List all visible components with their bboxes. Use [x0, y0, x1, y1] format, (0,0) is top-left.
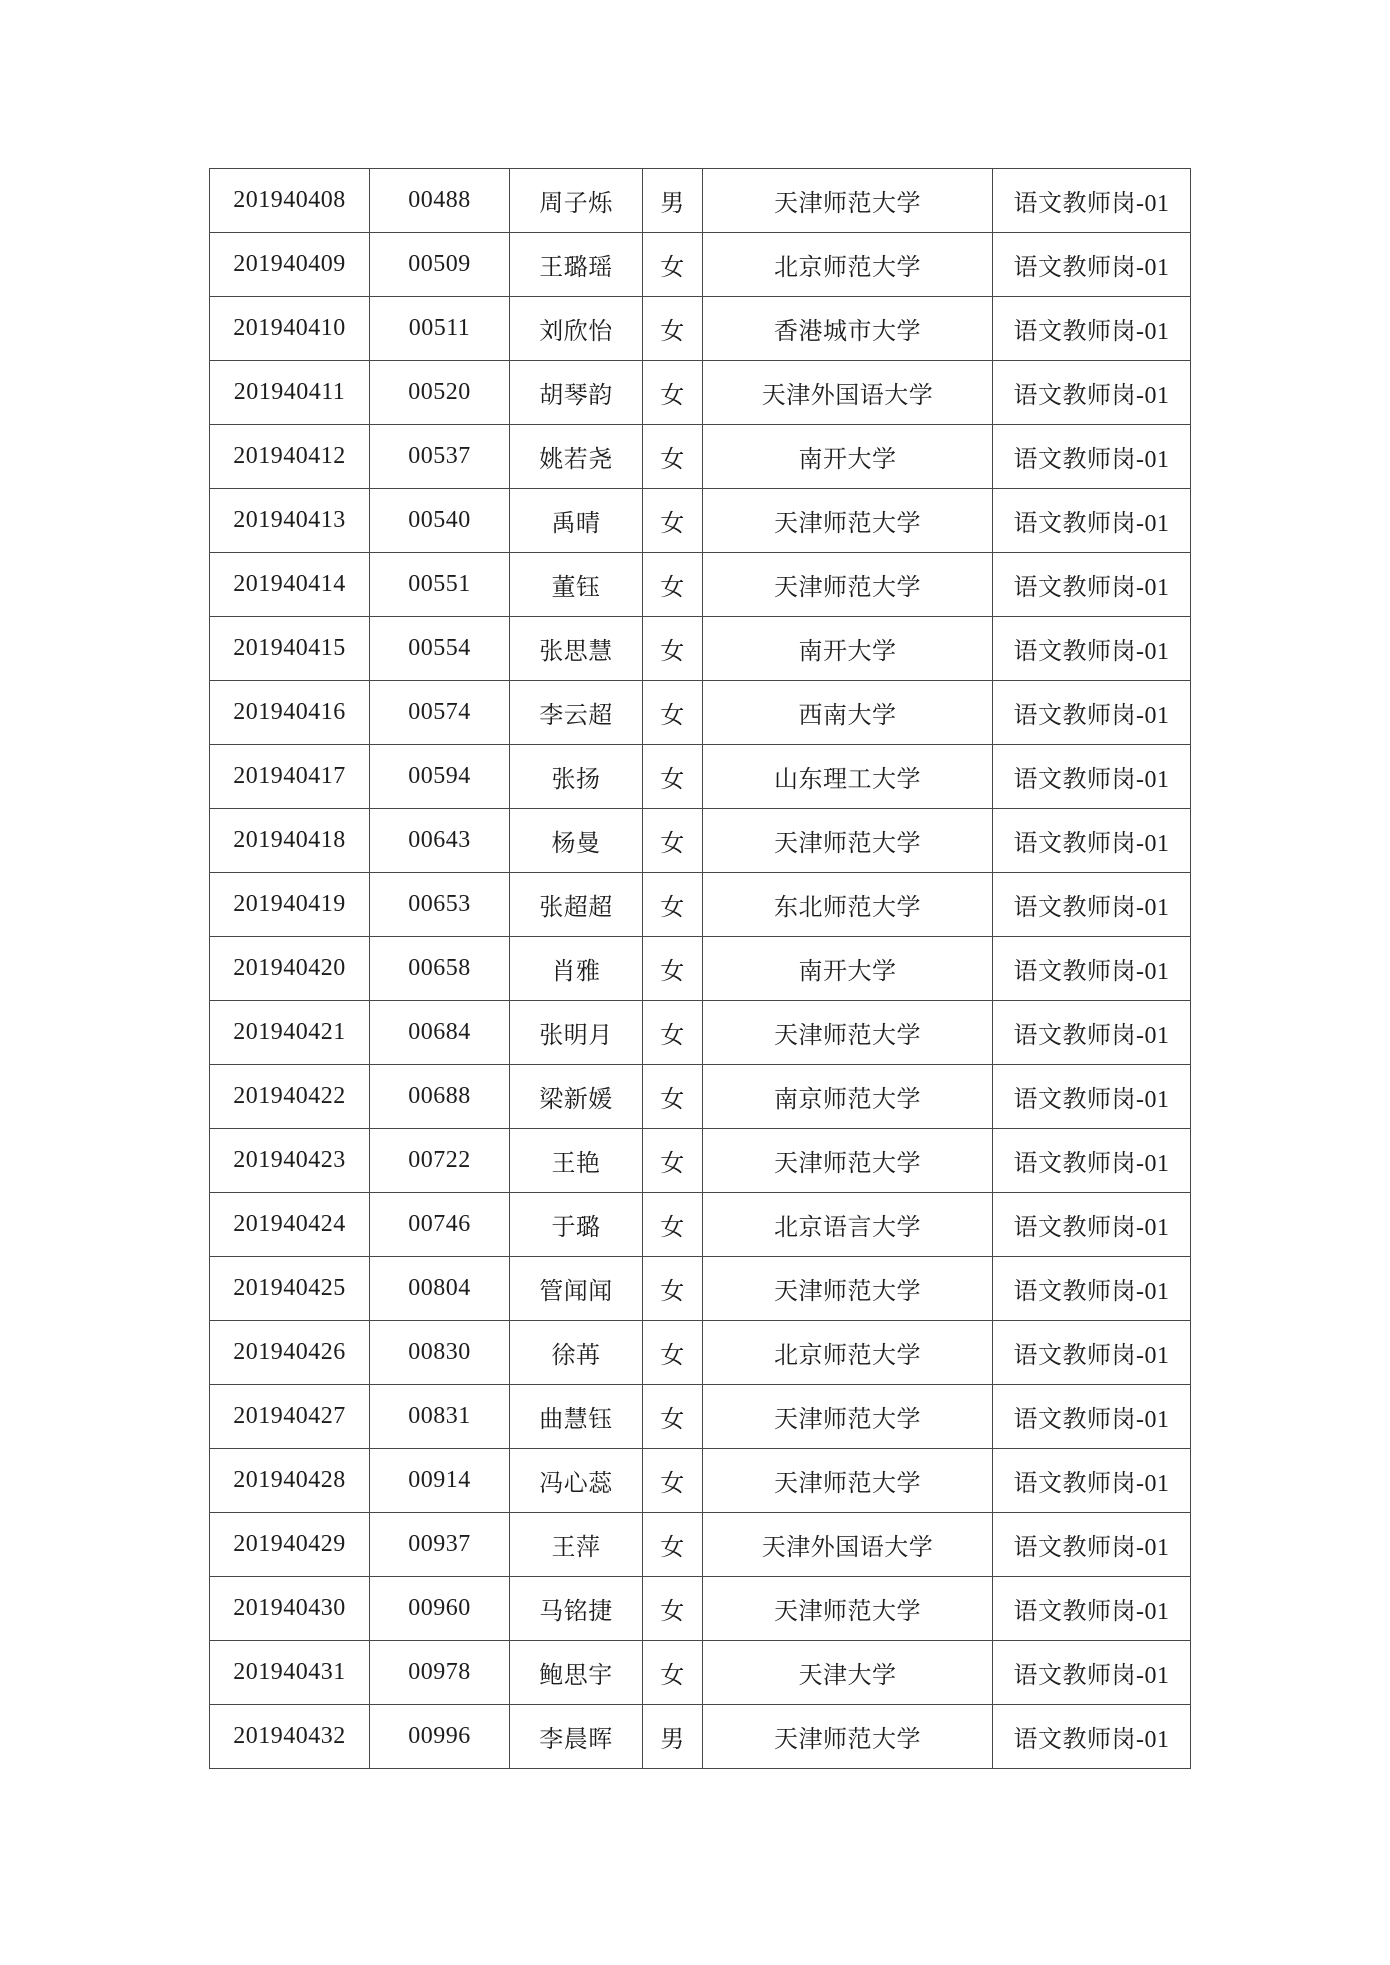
cell-name: 肖雅 [510, 937, 643, 1001]
cell-graduate-school: 北京语言大学 [703, 1193, 993, 1257]
cell-exam-number: 00509 [370, 233, 510, 297]
cell-registration-number: 201940420 [210, 937, 370, 1001]
cell-exam-number: 00914 [370, 1449, 510, 1513]
cell-gender: 男 [643, 1705, 703, 1769]
cell-position: 语文教师岗-01 [993, 1705, 1191, 1769]
cell-graduate-school: 天津师范大学 [703, 809, 993, 873]
table-row [210, 169, 1191, 233]
cell-graduate-school: 天津师范大学 [703, 1129, 993, 1193]
cell-registration-number: 201940411 [210, 361, 370, 425]
table-row [210, 297, 1191, 361]
cell-gender: 女 [643, 873, 703, 937]
cell-graduate-school: 天津师范大学 [703, 1257, 993, 1321]
table-row [210, 361, 1191, 425]
table-row [210, 1449, 1191, 1513]
cell-gender: 女 [643, 1577, 703, 1641]
cell-exam-number: 00996 [370, 1705, 510, 1769]
cell-exam-number: 00554 [370, 617, 510, 681]
cell-position: 语文教师岗-01 [993, 745, 1191, 809]
cell-exam-number: 00653 [370, 873, 510, 937]
table-row [210, 745, 1191, 809]
cell-gender: 女 [643, 425, 703, 489]
cell-position: 语文教师岗-01 [993, 169, 1191, 233]
cell-registration-number: 201940419 [210, 873, 370, 937]
cell-gender: 男 [643, 169, 703, 233]
cell-graduate-school: 天津师范大学 [703, 1705, 993, 1769]
cell-graduate-school: 东北师范大学 [703, 873, 993, 937]
cell-position: 语文教师岗-01 [993, 1321, 1191, 1385]
cell-graduate-school: 天津大学 [703, 1641, 993, 1705]
cell-registration-number: 201940423 [210, 1129, 370, 1193]
cell-registration-number: 201940414 [210, 553, 370, 617]
cell-registration-number: 201940410 [210, 297, 370, 361]
cell-gender: 女 [643, 617, 703, 681]
cell-gender: 女 [643, 1449, 703, 1513]
cell-gender: 女 [643, 681, 703, 745]
cell-position: 语文教师岗-01 [993, 937, 1191, 1001]
cell-registration-number: 201940417 [210, 745, 370, 809]
cell-name: 刘欣怡 [510, 297, 643, 361]
cell-name: 冯心蕊 [510, 1449, 643, 1513]
table-row [210, 617, 1191, 681]
cell-gender: 女 [643, 937, 703, 1001]
cell-exam-number: 00684 [370, 1001, 510, 1065]
cell-gender: 女 [643, 1513, 703, 1577]
cell-name: 姚若尧 [510, 425, 643, 489]
cell-position: 语文教师岗-01 [993, 1129, 1191, 1193]
cell-graduate-school: 西南大学 [703, 681, 993, 745]
cell-position: 语文教师岗-01 [993, 489, 1191, 553]
cell-exam-number: 00746 [370, 1193, 510, 1257]
cell-name: 徐苒 [510, 1321, 643, 1385]
cell-exam-number: 00537 [370, 425, 510, 489]
cell-graduate-school: 天津师范大学 [703, 169, 993, 233]
cell-exam-number: 00831 [370, 1385, 510, 1449]
cell-position: 语文教师岗-01 [993, 617, 1191, 681]
cell-graduate-school: 山东理工大学 [703, 745, 993, 809]
cell-registration-number: 201940431 [210, 1641, 370, 1705]
cell-position: 语文教师岗-01 [993, 1385, 1191, 1449]
table-row [210, 1257, 1191, 1321]
cell-name: 张明月 [510, 1001, 643, 1065]
cell-name: 曲慧钰 [510, 1385, 643, 1449]
cell-graduate-school: 天津外国语大学 [703, 361, 993, 425]
cell-exam-number: 00960 [370, 1577, 510, 1641]
cell-registration-number: 201940421 [210, 1001, 370, 1065]
table-row [210, 1065, 1191, 1129]
cell-registration-number: 201940427 [210, 1385, 370, 1449]
table-row [210, 425, 1191, 489]
cell-exam-number: 00937 [370, 1513, 510, 1577]
cell-position: 语文教师岗-01 [993, 553, 1191, 617]
cell-exam-number: 00488 [370, 169, 510, 233]
cell-registration-number: 201940408 [210, 169, 370, 233]
cell-registration-number: 201940422 [210, 1065, 370, 1129]
cell-position: 语文教师岗-01 [993, 1065, 1191, 1129]
cell-position: 语文教师岗-01 [993, 425, 1191, 489]
cell-gender: 女 [643, 745, 703, 809]
cell-name: 管闻闻 [510, 1257, 643, 1321]
table-row [210, 553, 1191, 617]
table-row [210, 681, 1191, 745]
table-row [210, 1513, 1191, 1577]
cell-registration-number: 201940426 [210, 1321, 370, 1385]
cell-registration-number: 201940409 [210, 233, 370, 297]
table-row [210, 1385, 1191, 1449]
cell-name: 张超超 [510, 873, 643, 937]
table-row [210, 1577, 1191, 1641]
cell-gender: 女 [643, 361, 703, 425]
cell-registration-number: 201940430 [210, 1577, 370, 1641]
cell-name: 杨曼 [510, 809, 643, 873]
cell-exam-number: 00511 [370, 297, 510, 361]
cell-position: 语文教师岗-01 [993, 873, 1191, 937]
cell-name: 周子烁 [510, 169, 643, 233]
cell-registration-number: 201940412 [210, 425, 370, 489]
cell-name: 李云超 [510, 681, 643, 745]
cell-gender: 女 [643, 809, 703, 873]
cell-name: 李晨晖 [510, 1705, 643, 1769]
cell-graduate-school: 香港城市大学 [703, 297, 993, 361]
cell-name: 马铭捷 [510, 1577, 643, 1641]
cell-gender: 女 [643, 297, 703, 361]
cell-name: 张思慧 [510, 617, 643, 681]
cell-gender: 女 [643, 1257, 703, 1321]
cell-position: 语文教师岗-01 [993, 1577, 1191, 1641]
cell-position: 语文教师岗-01 [993, 809, 1191, 873]
cell-exam-number: 00658 [370, 937, 510, 1001]
table-row [210, 1641, 1191, 1705]
cell-graduate-school: 天津师范大学 [703, 1385, 993, 1449]
cell-gender: 女 [643, 1385, 703, 1449]
table-row [210, 1193, 1191, 1257]
cell-gender: 女 [643, 1001, 703, 1065]
cell-name: 董钰 [510, 553, 643, 617]
cell-name: 鲍思宇 [510, 1641, 643, 1705]
cell-position: 语文教师岗-01 [993, 1001, 1191, 1065]
cell-position: 语文教师岗-01 [993, 233, 1191, 297]
cell-name: 张扬 [510, 745, 643, 809]
cell-registration-number: 201940416 [210, 681, 370, 745]
cell-exam-number: 00978 [370, 1641, 510, 1705]
table-row [210, 1321, 1191, 1385]
cell-graduate-school: 天津师范大学 [703, 489, 993, 553]
cell-gender: 女 [643, 1641, 703, 1705]
cell-registration-number: 201940415 [210, 617, 370, 681]
cell-exam-number: 00830 [370, 1321, 510, 1385]
cell-graduate-school: 南开大学 [703, 617, 993, 681]
cell-gender: 女 [643, 233, 703, 297]
table-row [210, 937, 1191, 1001]
table-row [210, 489, 1191, 553]
candidate-roster-table [209, 168, 1191, 1769]
cell-exam-number: 00551 [370, 553, 510, 617]
cell-exam-number: 00594 [370, 745, 510, 809]
cell-position: 语文教师岗-01 [993, 361, 1191, 425]
cell-gender: 女 [643, 489, 703, 553]
cell-position: 语文教师岗-01 [993, 1641, 1191, 1705]
cell-graduate-school: 北京师范大学 [703, 233, 993, 297]
cell-graduate-school: 天津外国语大学 [703, 1513, 993, 1577]
cell-exam-number: 00520 [370, 361, 510, 425]
table-row [210, 809, 1191, 873]
cell-name: 王萍 [510, 1513, 643, 1577]
cell-graduate-school: 南京师范大学 [703, 1065, 993, 1129]
table-row [210, 1705, 1191, 1769]
cell-position: 语文教师岗-01 [993, 297, 1191, 361]
cell-position: 语文教师岗-01 [993, 1193, 1191, 1257]
cell-gender: 女 [643, 1321, 703, 1385]
cell-exam-number: 00722 [370, 1129, 510, 1193]
cell-exam-number: 00574 [370, 681, 510, 745]
cell-registration-number: 201940429 [210, 1513, 370, 1577]
cell-name: 禹晴 [510, 489, 643, 553]
cell-exam-number: 00804 [370, 1257, 510, 1321]
cell-graduate-school: 南开大学 [703, 425, 993, 489]
cell-graduate-school: 北京师范大学 [703, 1321, 993, 1385]
cell-graduate-school: 天津师范大学 [703, 1001, 993, 1065]
cell-registration-number: 201940432 [210, 1705, 370, 1769]
table-row [210, 233, 1191, 297]
cell-registration-number: 201940428 [210, 1449, 370, 1513]
cell-gender: 女 [643, 1065, 703, 1129]
cell-exam-number: 00643 [370, 809, 510, 873]
cell-name: 王艳 [510, 1129, 643, 1193]
roster-table-body [210, 169, 1191, 1769]
table-row [210, 1001, 1191, 1065]
cell-exam-number: 00540 [370, 489, 510, 553]
cell-name: 胡琴韵 [510, 361, 643, 425]
cell-registration-number: 201940418 [210, 809, 370, 873]
cell-graduate-school: 天津师范大学 [703, 1449, 993, 1513]
table-row [210, 1129, 1191, 1193]
cell-position: 语文教师岗-01 [993, 1449, 1191, 1513]
table-row [210, 873, 1191, 937]
cell-graduate-school: 天津师范大学 [703, 1577, 993, 1641]
cell-registration-number: 201940424 [210, 1193, 370, 1257]
cell-exam-number: 00688 [370, 1065, 510, 1129]
cell-position: 语文教师岗-01 [993, 681, 1191, 745]
cell-registration-number: 201940425 [210, 1257, 370, 1321]
cell-gender: 女 [643, 1129, 703, 1193]
cell-graduate-school: 天津师范大学 [703, 553, 993, 617]
cell-registration-number: 201940413 [210, 489, 370, 553]
cell-gender: 女 [643, 1193, 703, 1257]
cell-name: 于璐 [510, 1193, 643, 1257]
cell-name: 王璐瑶 [510, 233, 643, 297]
cell-position: 语文教师岗-01 [993, 1257, 1191, 1321]
cell-name: 梁新媛 [510, 1065, 643, 1129]
cell-position: 语文教师岗-01 [993, 1513, 1191, 1577]
cell-graduate-school: 南开大学 [703, 937, 993, 1001]
cell-gender: 女 [643, 553, 703, 617]
